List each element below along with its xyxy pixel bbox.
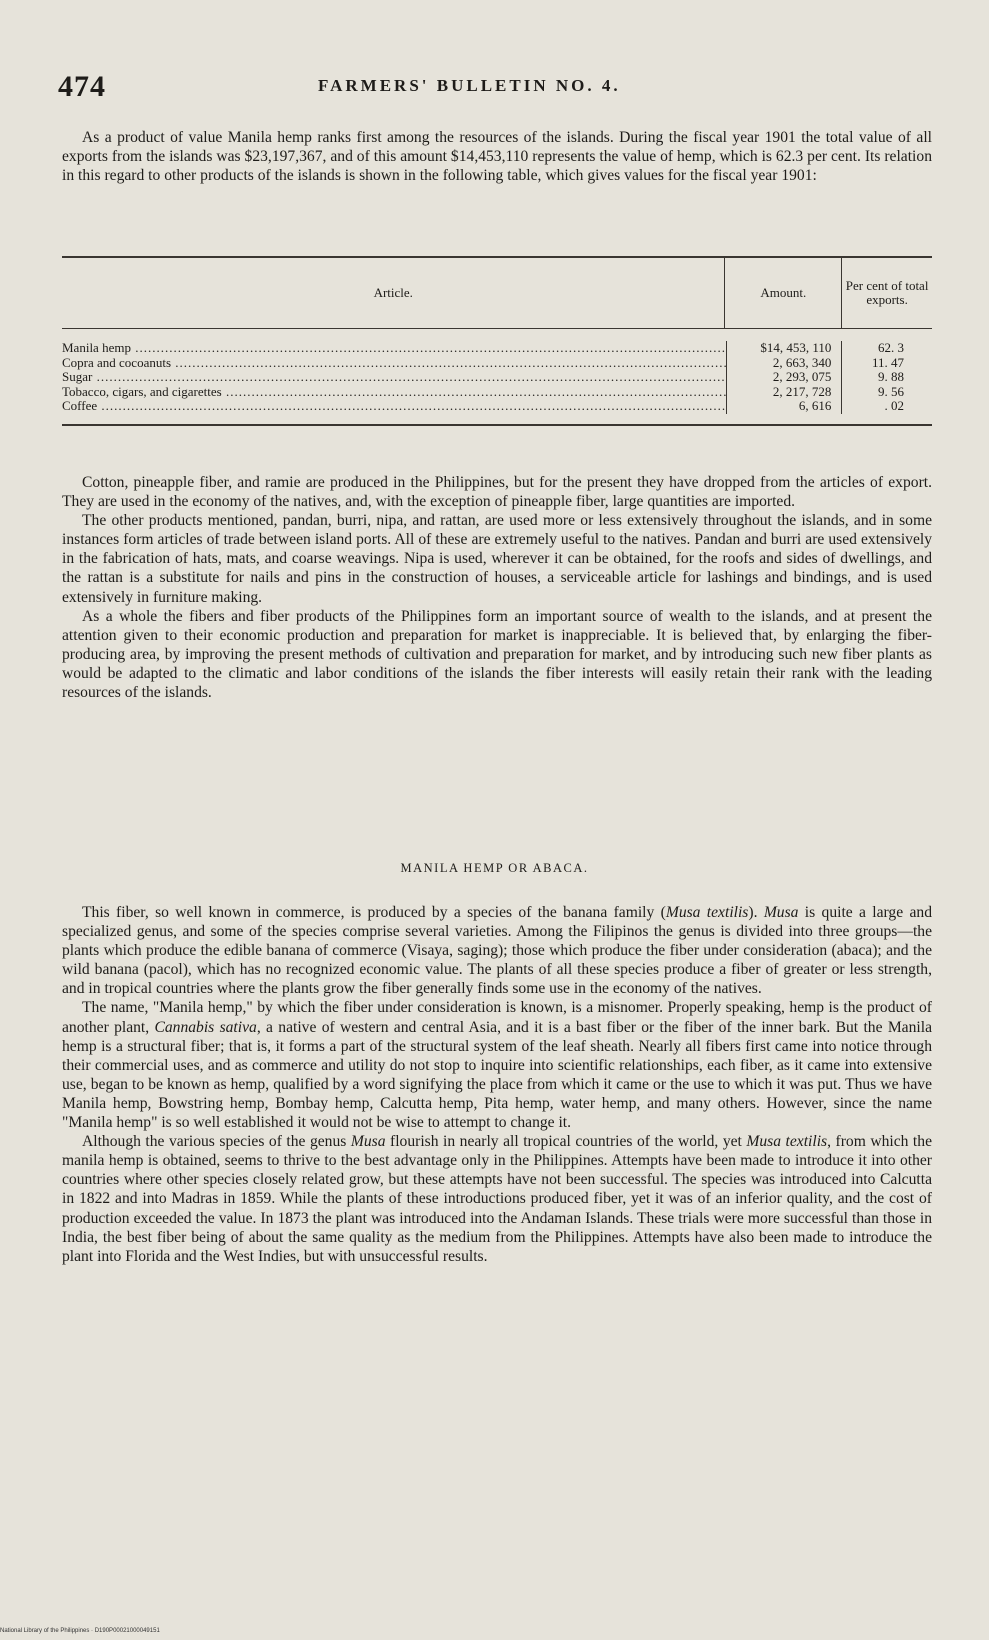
paragraph: Cotton, pineapple fiber, and ramie are produced in the Philippines, but for the present they have dropped from the articles of export. They are used in the economy of the natives, and, with the exception of pineapple fiber, large quantities are imported. xyxy=(62,474,932,511)
section-text xyxy=(62,903,932,1266)
text-run: Although the various species of the genus xyxy=(82,1133,351,1151)
scan-footer: National Library of the Philippines · D190P00021000049151 xyxy=(0,1628,160,1634)
section-heading: MANILA HEMP OR ABACA. xyxy=(400,861,589,875)
species-name: Musa textilis xyxy=(665,904,749,921)
table-cell-article: Manila hemp ..... xyxy=(62,341,726,356)
text-run: , from which the manila hemp is obtained, seems to thrive to the best advantage only in the Philippines. Attempts have been made to introduce it into other countries where other species closely related grow, but these attempts have not been successful. The species was introduced into Calcutta in 1822 and into Madras in 1859. While the plants of these introductions produced fiber, yet it was of an inferior quality, and the cost of production exceeded the value. In 1873 the plant was introduced into the Andaman Islands. These trials were more successful than those in India, the best fiber being of about the same quality as the medium from the Philippines. Attempts have also been made to introduce the plant into Florida and the West Indies, but with unsuccessful results. xyxy=(62,1133,932,1265)
running-title: FARMERS' BULLETIN NO. 4. xyxy=(318,76,621,95)
header-percent: Per cent of total exports. xyxy=(845,278,929,307)
header-article: Article. xyxy=(62,258,725,328)
exports-table xyxy=(62,256,932,426)
table-cell-amount: 6, 616 xyxy=(798,399,832,414)
intro-paragraph xyxy=(62,128,932,185)
paragraph xyxy=(62,998,932,1132)
header-amount: Amount. xyxy=(725,258,842,328)
table-cell-amount: $14, 453, 110 xyxy=(760,341,832,355)
table-cell-percent: 9. 88 xyxy=(878,370,904,385)
table-cell-amount: 2, 217, 728 xyxy=(772,384,832,399)
paragraph: The other products mentioned, pandan, burri, nipa, and rattan, are used more or less extensively throughout the islands, and in some instances form articles of trade between island ports. All of these are extremely useful to the natives. Pandan and burri are used extensively in the fabrication of hats, mats, and coarse weavings. Nipa is used, wherever it can be obtained, for the roofs and sides of dwellings, and the rattan is a substitute for nails and pins in the construction of houses, a serviceable article for lashings and bindings, and is used extensively in furniture making. xyxy=(62,512,932,606)
table-cell-percent: 11. 47 xyxy=(871,355,904,370)
table-cell-article: Sugar ..... xyxy=(62,370,726,385)
article-column xyxy=(62,341,727,414)
paragraph: As a whole the fibers and fiber products of the Philippines form an important source of wealth to the islands, and at present the attention given to their economic production and preparation for market is inappreciable. It is believed that, by enlarging the fiber-producing area, by improving the present methods of cultivation and preparation for market, and by introducing such new fiber plants as would be adapted to the climatic and labor conditions of the islands the fiber interests will easily retain their rank with the leading resources of the islands. xyxy=(62,607,932,702)
table-cell-amount: 2, 663, 340 xyxy=(772,355,832,370)
page-number: 474 xyxy=(58,70,106,103)
paragraph xyxy=(62,1132,932,1266)
genus-name: Musa xyxy=(350,1133,386,1151)
table-cell-percent: 9. 56 xyxy=(878,384,904,399)
intro-paragraph-text: As a product of value Manila hemp ranks first among the resources of the islands. During the fiscal year 1901 the total value of all exports from the islands was $23,197,367, and of this amount $14,453,110 represents the value of hemp, which is 62.3 per cent. Its relation in this regard to other products of the islands is shown in the following table, which gives values for the fiscal year 1901: xyxy=(62,129,932,185)
table-header xyxy=(62,258,932,329)
species-name: Musa textilis xyxy=(746,1133,828,1151)
table-cell-amount: 2, 293, 075 xyxy=(772,370,832,385)
text-run: This fiber, so well known in commerce, is produced by a species of the banana family ( xyxy=(82,904,666,921)
genus-name: Musa xyxy=(763,904,799,921)
table-cell-article: Tobacco, cigars, and cigarettes ..... xyxy=(62,385,726,400)
post-table-text xyxy=(62,473,932,702)
text-run: ). xyxy=(748,904,764,921)
paragraph xyxy=(62,903,932,998)
text-run: is quite a large and specialized genus, and some of the species comprise several varieties. Among the Filipinos the genus is divided into three groups—the plants which produce the edible banana of commerce (Visaya, saging); those which produce the fiber under consideration (abaca); and the wild banana (pacol), which has no recognized economic value. The plants of all these species produce a fiber of greater or less strength, and in tropical countries where the plants grow the fiber generally finds some use in the economy of the natives. xyxy=(62,904,932,998)
table-cell-article: Copra and cocoanuts ..... xyxy=(62,356,726,371)
text-run: The name, "Manila hemp," by which the fiber under consideration is known, is a misnomer. Properly speaking, hemp is the product of another plant, xyxy=(62,999,932,1036)
percent-column xyxy=(842,341,932,414)
species-name: Cannabis sativa xyxy=(154,1018,257,1036)
table-cell-percent: 62. 3 xyxy=(878,341,904,355)
amount-column xyxy=(727,341,842,414)
table-body xyxy=(62,329,932,424)
text-run: flourish in nearly all tropical countries of the world, yet xyxy=(385,1133,747,1151)
text-run: , a native of western and central Asia, and it is a bast fiber or the fiber of the inner bark. But the Manila hemp is a structural fiber; that is, it forms a part of the structural system of the leaf sheath. Nearly all fibers first came into notice through their commercial uses, and as commerce and utility do not stop to inquire into scientific relationships, each fiber, as it came into extensive use, began to be known as hemp, qualified by a word signifying the place from which it came or the use to which it was put. Thus we have Manila hemp, Bowstring hemp, Bombay hemp, Calcutta hemp, Pita hemp, water hemp, and many others. However, since the name "Manila hemp" is so well established it would not be wise to attempt to change it. xyxy=(62,1018,932,1132)
table-cell-article: Coffee ..... xyxy=(62,399,726,414)
table-cell-percent: . 02 xyxy=(884,399,904,414)
